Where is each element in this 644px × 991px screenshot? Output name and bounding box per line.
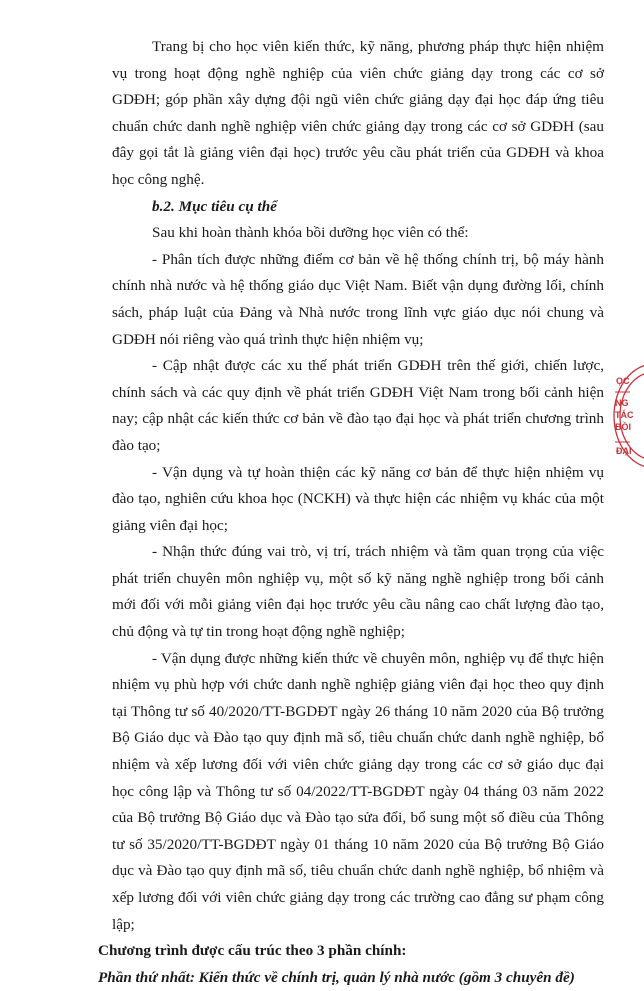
bullet-awareness-role: - Nhận thức đúng vai trò, vị trí, trách nhiệm và tầm quan trọng của việc phát triển chuyên môn nghiệp vụ, một số kỹ năng nghề nghiệp trong bối cảnh mới đối với mỗi giảng viên đại học trước yêu cầu nâng cao chất lượng đào tạo, chủ động và tự tin trong hoạt động nghề nghiệp;: [112, 543, 604, 641]
paragraph-after-course: Sau khi hoàn thành khóa bồi dưỡng học viên có thể:: [152, 224, 469, 242]
heading-b2-specific-goals: b.2. Mục tiêu cụ thể: [152, 197, 277, 215]
program-part-one-title: Phần thứ nhất: Kiến thức về chính trị, quản lý nhà nước (gồm 3 chuyên đề): [98, 968, 575, 986]
bullet-apply-skills: - Vận dụng và tự hoàn thiện các kỹ năng cơ bản để thực hiện nhiệm vụ đào tạo, nghiên cứu khoa học (NCKH) và thực hiện các nhiệm vụ khác của một giảng viên đại học;: [112, 463, 604, 534]
red-seal-stamp-fragment: [610, 362, 644, 470]
bullet-apply-knowledge: - Vận dụng được những kiến thức về chuyên môn, nghiệp vụ để thực hiện nhiệm vụ phù hợp với chức danh nghề nghiệp giảng viên đại học theo quy định tại Thông tư số 40/2020/TT-BGDĐT ngày 26 tháng 10 năm 2020 của Bộ trưởng Bộ Giáo dục và Đào tạo quy định mã số, tiêu chuẩn chức danh nghề nghiệp, bổ nhiệm và xếp lương đối với viên chức giảng dạy trong các cơ sở giáo dục đại học công lập và Thông tư số 04/2022/TT-BGDĐT ngày 04 tháng 03 năm 2022 của Bộ trưởng Bộ Giáo dục và Đào tạo sửa đổi, bổ sung một số điều của Thông tư số 35/2020/TT-BGDĐT ngày 01 tháng 10 năm 2020 của Bộ trưởng Bộ Giáo dục và Đào tạo quy định mã số, tiêu chuẩn chức danh nghề nghiệp, bổ nhiệm và xếp lương đối với viên chức giảng dạy trong các trường cao đẳng sư phạm công lập;: [112, 649, 604, 933]
stamp-text-1: ỌC: [616, 376, 630, 386]
program-structure-title: Chương trình được cấu trúc theo 3 phần chính:: [98, 942, 407, 960]
stamp-text-3: TÁC: [615, 410, 634, 420]
document-body: [98, 34, 604, 991]
bullet-analyze-political-system: - Phân tích được những điểm cơ bản về hệ thống chính trị, bộ máy hành chính nhà nước và hệ thống giáo dục Việt Nam. Biết vận dụng đường lối, chính sách, pháp luật của Đảng và Nhà nước trong lĩnh vực giáo dục nói chung và GDĐH nói riêng vào quá trình thực hiện nhiệm vụ;: [112, 250, 604, 348]
stamp-text-2: NG: [615, 398, 629, 408]
paragraph-goal-general: Trang bị cho học viên kiến thức, kỹ năng, phương pháp thực hiện nhiệm vụ trong hoạt động nghề nghiệp của viên chức giảng dạy trong các cơ sở GDĐH; góp phần xây dựng đội ngũ viên chức giảng dạy đại học đáp ứng tiêu chuẩn chức danh nghề nghiệp viên chức giảng dạy trong các cơ sở GDĐH (sau đây gọi tắt là giảng viên đại học) trước yêu cầu phát triển của GDĐH và khoa học công nghệ.: [112, 38, 604, 188]
bullet-update-trends: - Cập nhật được các xu thế phát triển GDĐH trên thế giới, chiến lược, chính sách và các quy định về phát triển GDĐH Việt Nam trong bối cảnh hiện nay; cập nhật các kiến thức cơ bản về đào tạo đại học và phát triển chương trình đào tạo;: [112, 357, 604, 454]
stamp-text-5: ĐẠI: [616, 446, 632, 456]
stamp-text-4: BỒI: [615, 422, 632, 432]
